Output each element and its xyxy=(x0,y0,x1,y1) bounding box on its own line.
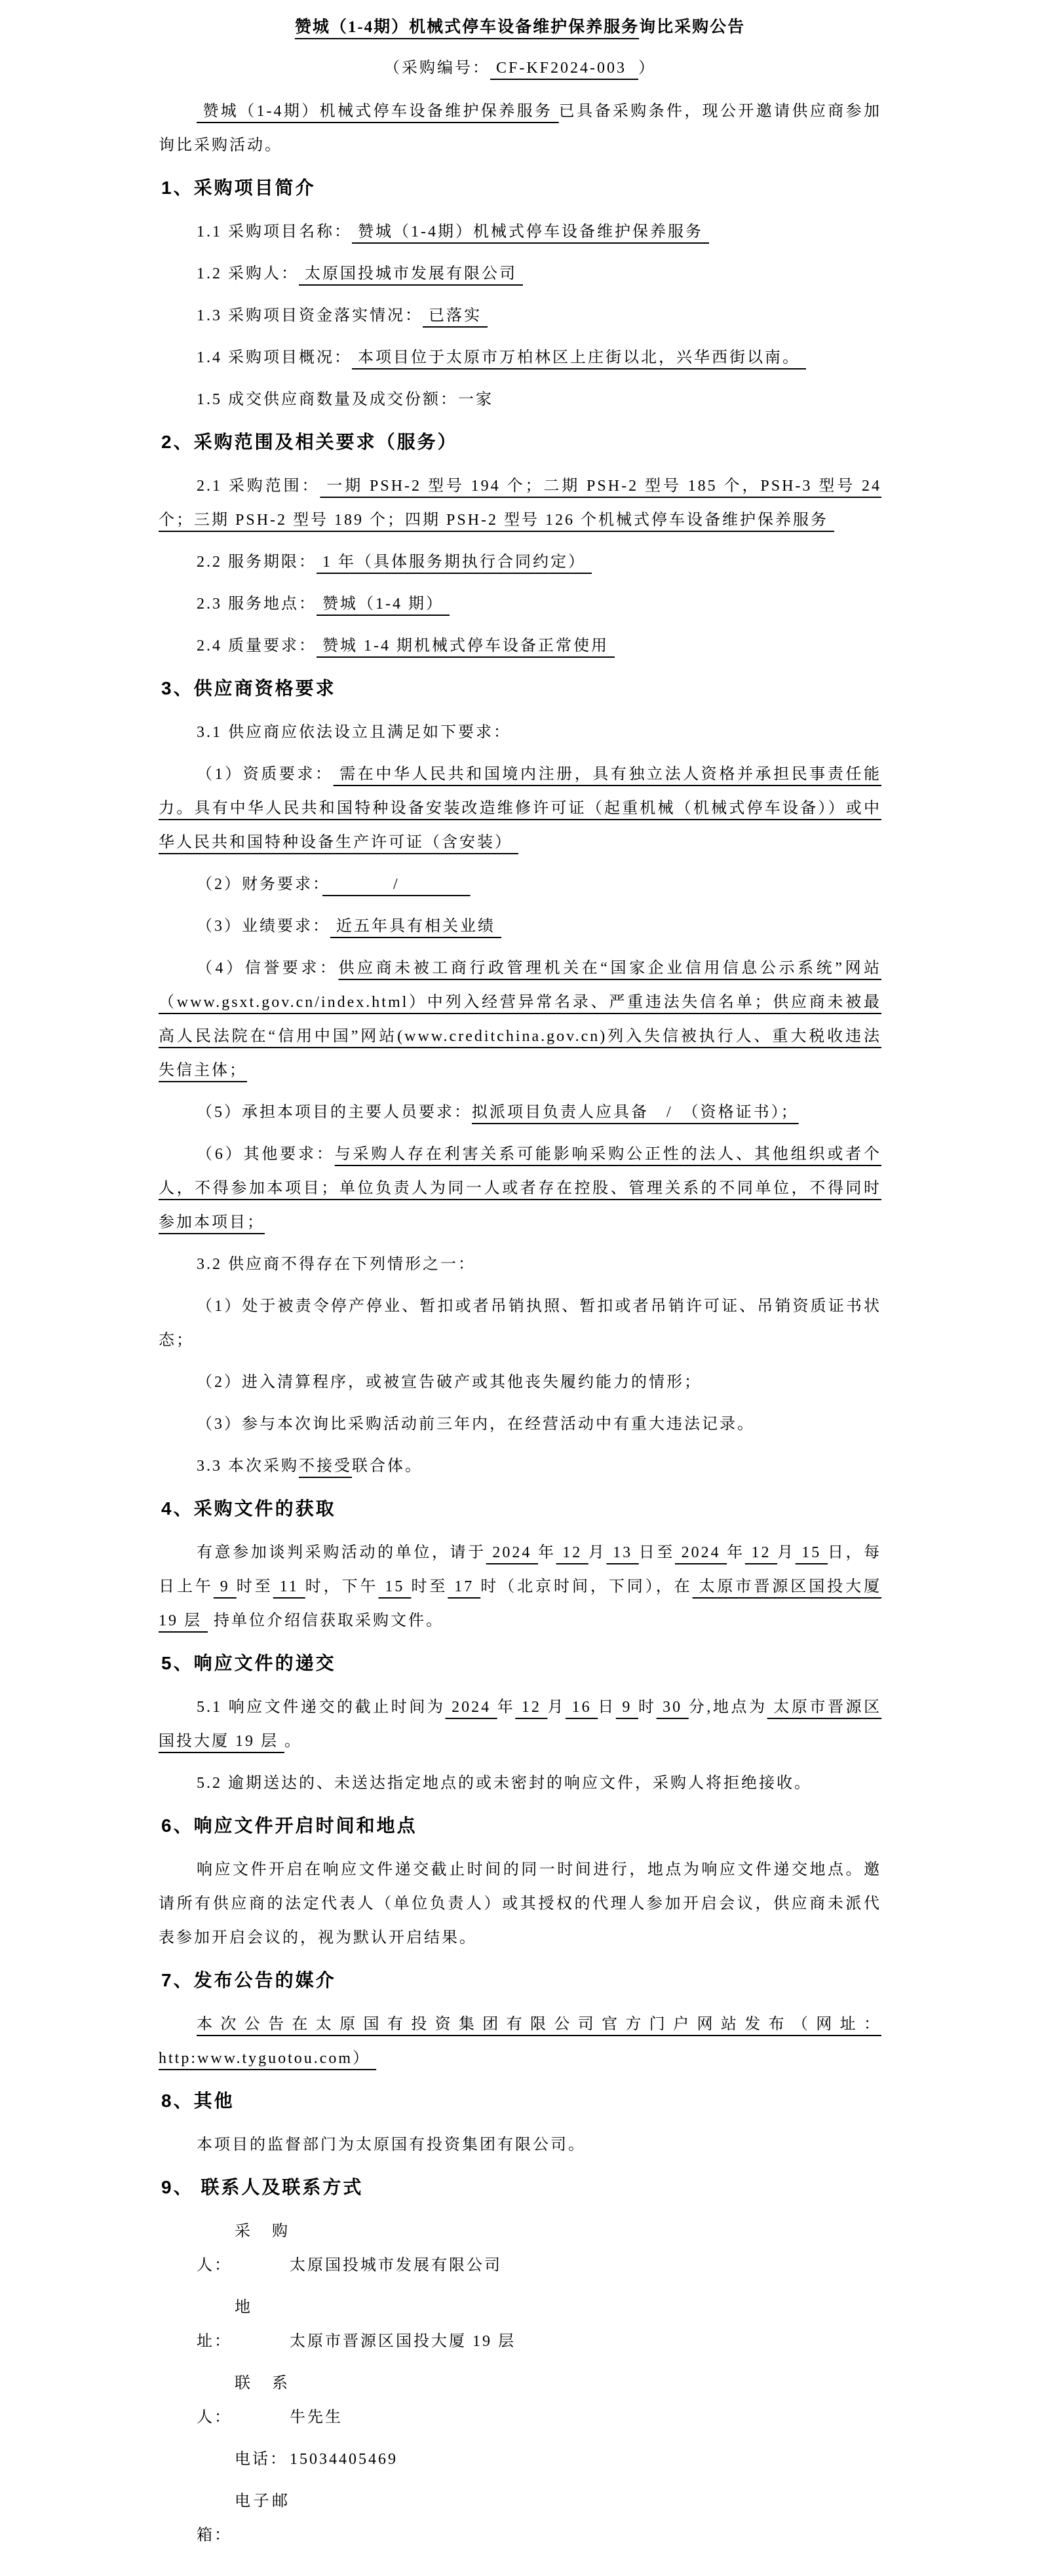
item-label: 1.2 采购人： xyxy=(197,265,299,282)
item-value: 赞城（1-4期）机械式停车设备维护保养服务 xyxy=(352,223,709,240)
item-3-1-5-personnel xyxy=(159,1095,881,1129)
item-1-1-project-name xyxy=(159,215,881,249)
item-3-2-1 xyxy=(159,1289,881,1357)
section-4-heading xyxy=(159,1491,881,1526)
item-2-2-service-period xyxy=(159,545,881,579)
item-3-2 xyxy=(159,1247,881,1281)
text-run: 5.1 响应文件递交的截止时间为 xyxy=(197,1699,446,1716)
procurement-number-line xyxy=(159,51,881,85)
item-1-3-funding xyxy=(159,299,881,333)
item-1-5-award-count xyxy=(159,383,881,417)
section-8-heading xyxy=(159,2083,881,2119)
heading-text: 6、响应文件开启时间和地点 xyxy=(161,1815,417,1836)
heading-text: 7、发布公告的媒介 xyxy=(161,1970,336,1990)
item-2-4-quality xyxy=(159,629,881,663)
text-run: 月 xyxy=(547,1699,566,1716)
section-2-heading xyxy=(159,425,881,460)
contact-value: 太原国投城市发展有限公司 xyxy=(290,2257,502,2274)
hour-value: 17 xyxy=(448,1578,481,1595)
item-label: 2.2 服务期限： xyxy=(197,554,317,571)
contact-value: 太原市晋源区国投大厦 19 层 xyxy=(290,2333,516,2350)
item-text: 3.3 本次采购 xyxy=(197,1458,299,1475)
section-7-heading xyxy=(159,1963,881,1998)
item-emphasis: 不接受 xyxy=(299,1458,352,1475)
section-8-paragraph xyxy=(159,2128,881,2162)
submit-address-value: 太原市晋源区国投大厦 19 层 xyxy=(159,1699,882,1750)
section-4-paragraph xyxy=(159,1536,881,1638)
section-1-heading xyxy=(159,170,881,206)
item-text: （2）进入清算程序，或被宣告破产或其他丧失履约能力的情形； xyxy=(197,1374,702,1391)
item-label: 2.1 采购范围： xyxy=(197,478,320,495)
text-run: 日，每日上午 xyxy=(159,1544,882,1595)
item-text: （3）参与本次询比采购活动前三年内，在经营活动中有重大违法记录。 xyxy=(197,1416,755,1433)
contact-person xyxy=(159,2366,881,2434)
heading-text: 1、采购项目简介 xyxy=(161,178,316,198)
text-run: 有意参加谈判采购活动的单位，请于 xyxy=(197,1544,486,1561)
heading-text: 9、 联系人及联系方式 xyxy=(161,2177,364,2197)
item-label: （2）财务要求： xyxy=(197,876,322,893)
item-5-2-rejection xyxy=(159,1766,881,1800)
section-7-paragraph xyxy=(159,2007,881,2075)
text-run: 日至 xyxy=(638,1544,675,1561)
contact-label: 地 址： xyxy=(197,2299,252,2350)
item-label: （1）资质要求： xyxy=(197,766,334,783)
item-text: 3.1 供应商应依法设立且满足如下要求： xyxy=(197,724,511,741)
intro-paragraph xyxy=(159,94,881,162)
section-9-heading xyxy=(159,2170,881,2205)
doc-title xyxy=(159,10,881,45)
contact-label: 电话： xyxy=(235,2451,288,2468)
item-value-blank-slash: / xyxy=(322,876,471,893)
intro-text: 已具备采购条件，现公开邀请供应商参加询比采购活动。 xyxy=(159,103,881,154)
item-value: 1 年（具体服务期执行合同约定） xyxy=(317,554,592,571)
doc-title-suffix: 询比采购公告 xyxy=(639,18,746,36)
contact-label: 采购人： xyxy=(197,2223,290,2274)
text-run: 年 xyxy=(538,1544,556,1561)
item-label: 2.4 质量要求： xyxy=(197,637,317,654)
hour-value: 9 xyxy=(615,1699,638,1716)
day-value: 15 xyxy=(795,1544,828,1561)
doc-title-underlined: 赞城（1-4期）机械式停车设备维护保养服务 xyxy=(294,18,640,36)
year-value: 2024 xyxy=(674,1544,727,1561)
hour-value: 9 xyxy=(213,1578,237,1595)
item-3-1-4-reputation xyxy=(159,951,881,1088)
day-value: 13 xyxy=(606,1544,639,1561)
publish-media-text: 本次公告在太原国有投资集团有限公司官方门户网站发布（网址：http:www.tyguotou.com） xyxy=(159,2016,881,2067)
item-2-3-service-location xyxy=(159,587,881,621)
item-value: 赞城（1-4 期） xyxy=(317,596,450,613)
contact-value: 15034405469 xyxy=(290,2451,398,2468)
item-3-1-6-other xyxy=(159,1137,881,1240)
item-value: 供应商未被工商行政管理机关在“国家企业信用信息公示系统”网站（www.gsxt.gov.cn/index.html）中列入经营异常名录、严重违法失信名单；供应商未被最高人民法院在“信用中国”网站(www.creditchina.gov.cn)列入失信被执行人、重大税收违法失信主体； xyxy=(159,960,882,1079)
contact-email xyxy=(159,2484,881,2552)
text-run: 时至 xyxy=(236,1578,273,1595)
item-value: 赞城 1-4 期机械式停车设备正常使用 xyxy=(317,637,615,654)
item-text: （1）处于被责令停产停业、暂扣或者吊销执照、暂扣或者吊销许可证、吊销资质证书状态； xyxy=(159,1298,881,1349)
item-5-1-deadline xyxy=(159,1690,881,1758)
pickup-address-value: 太原市晋源区国投大厦 19 层 xyxy=(159,1578,882,1629)
item-3-3 xyxy=(159,1449,881,1483)
text-run: 年 xyxy=(727,1544,745,1561)
day-value: 16 xyxy=(566,1699,598,1716)
item-label: 1.4 采购项目概况： xyxy=(197,349,352,366)
heading-text: 2、采购范围及相关要求（服务） xyxy=(161,432,458,452)
contact-label: 联系人： xyxy=(197,2375,290,2426)
paragraph-text: 响应文件开启在响应文件递交截止时间的同一时间进行，地点为响应文件递交地点。邀请所有供应商的法定代表人（单位负责人）或其授权的代理人参加开启会议，供应商未派代表参加开启会议的，视为默认开启结果。 xyxy=(159,1861,881,1946)
item-value: 需在中华人民共和国境内注册，具有独立法人资格并承担民事责任能力。具有中华人民共和国特种设备安装改造维修许可证（起重机械（机械式停车设备））或中华人民共和国特种设备生产许可证（含安装） xyxy=(159,766,882,851)
item-value: 拟派项目负责人应具备 / （资格证书）； xyxy=(472,1104,799,1121)
text-run: 时，下午 xyxy=(305,1578,379,1595)
contact-label: 电子邮箱： xyxy=(197,2493,290,2544)
item-3-1-2-financial xyxy=(159,867,881,901)
year-value: 2024 xyxy=(445,1699,497,1716)
month-value: 12 xyxy=(744,1544,778,1561)
paragraph-text: 本项目的监督部门为太原国有投资集团有限公司。 xyxy=(197,2136,586,2153)
item-label: （4）信誉要求： xyxy=(197,960,339,977)
text-run: 持单位介绍信获取采购文件。 xyxy=(208,1612,444,1629)
heading-text: 4、采购文件的获取 xyxy=(161,1498,336,1519)
text-run: 年 xyxy=(497,1699,516,1716)
item-1-2-purchaser xyxy=(159,257,881,291)
text-run: 时（北京时间，下同），在 xyxy=(480,1578,693,1595)
item-text: 1.5 成交供应商数量及成交份额：一家 xyxy=(197,391,493,408)
text-run: 月 xyxy=(777,1544,796,1561)
item-label: （6）其他要求： xyxy=(197,1146,335,1163)
month-value: 12 xyxy=(556,1544,588,1561)
text-run: 分,地点为 xyxy=(688,1699,767,1716)
contact-phone xyxy=(159,2442,881,2476)
intro-project-name: 赞城（1-4期）机械式停车设备维护保养服务 xyxy=(197,103,559,120)
contact-value: 牛先生 xyxy=(290,2409,343,2426)
procurement-number-suffix: ） xyxy=(638,60,657,77)
item-3-1 xyxy=(159,715,881,749)
item-value: 近五年具有相关业绩 xyxy=(330,918,501,935)
item-3-2-2 xyxy=(159,1365,881,1399)
heading-text: 5、响应文件的递交 xyxy=(161,1653,336,1673)
item-label: （3）业绩要求： xyxy=(197,918,330,935)
item-label: 2.3 服务地点： xyxy=(197,596,317,613)
item-value: 与采购人存在利害关系可能影响采购公正性的法人、其他组织或者个人，不得参加本项目；单位负责人为同一人或者存在控股、管理关系的不同单位，不得同时参加本项目； xyxy=(159,1146,881,1231)
hour-value: 11 xyxy=(273,1578,305,1595)
section-5-heading xyxy=(159,1646,881,1681)
item-value: 太原国投城市发展有限公司 xyxy=(299,265,523,282)
year-value: 2024 xyxy=(486,1544,539,1561)
heading-text: 3、供应商资格要求 xyxy=(161,678,336,698)
contact-purchaser xyxy=(159,2214,881,2282)
section-6-heading xyxy=(159,1808,881,1844)
text-run: 日 xyxy=(598,1699,616,1716)
item-text: 5.2 逾期送达的、未送达指定地点的或未密封的响应文件，采购人将拒绝接收。 xyxy=(197,1775,812,1792)
month-value: 12 xyxy=(515,1699,548,1716)
item-value: 一期 PSH-2 型号 194 个；二期 PSH-2 型号 185 个，PSH-3 型号 24 个；三期 PSH-2 型号 189 个；四期 PSH-2 型号 126 个机械式停车设备维护保养服务 xyxy=(159,478,882,529)
item-label: 1.1 采购项目名称： xyxy=(197,223,352,240)
item-3-2-3 xyxy=(159,1407,881,1441)
text-run: 时 xyxy=(638,1699,657,1716)
item-text: 3.2 供应商不得存在下列情形之一： xyxy=(197,1256,476,1273)
procurement-number-value: CF-KF2024-003 xyxy=(490,60,639,77)
item-1-4-overview xyxy=(159,341,881,375)
item-3-1-1-qualification xyxy=(159,757,881,860)
hour-value: 15 xyxy=(378,1578,412,1595)
section-6-paragraph xyxy=(159,1853,881,1955)
text-run: 时至 xyxy=(411,1578,448,1595)
item-2-1-scope xyxy=(159,469,881,537)
text-run: 。 xyxy=(284,1733,302,1750)
minute-value: 30 xyxy=(656,1699,689,1716)
contact-address xyxy=(159,2290,881,2358)
item-label: （5）承担本项目的主要人员要求： xyxy=(197,1104,472,1121)
item-value: 本项目位于太原市万柏林区上庄街以北，兴华西街以南。 xyxy=(352,349,806,366)
heading-text: 8、其他 xyxy=(161,2091,235,2111)
procurement-number-prefix: （采购编号： xyxy=(383,60,490,77)
item-label: 1.3 采购项目资金落实情况： xyxy=(197,307,423,324)
item-3-1-3-performance xyxy=(159,909,881,943)
item-text: 联合体。 xyxy=(352,1458,423,1475)
item-value: 已落实 xyxy=(423,307,488,324)
section-3-heading xyxy=(159,671,881,706)
text-run: 月 xyxy=(588,1544,607,1561)
